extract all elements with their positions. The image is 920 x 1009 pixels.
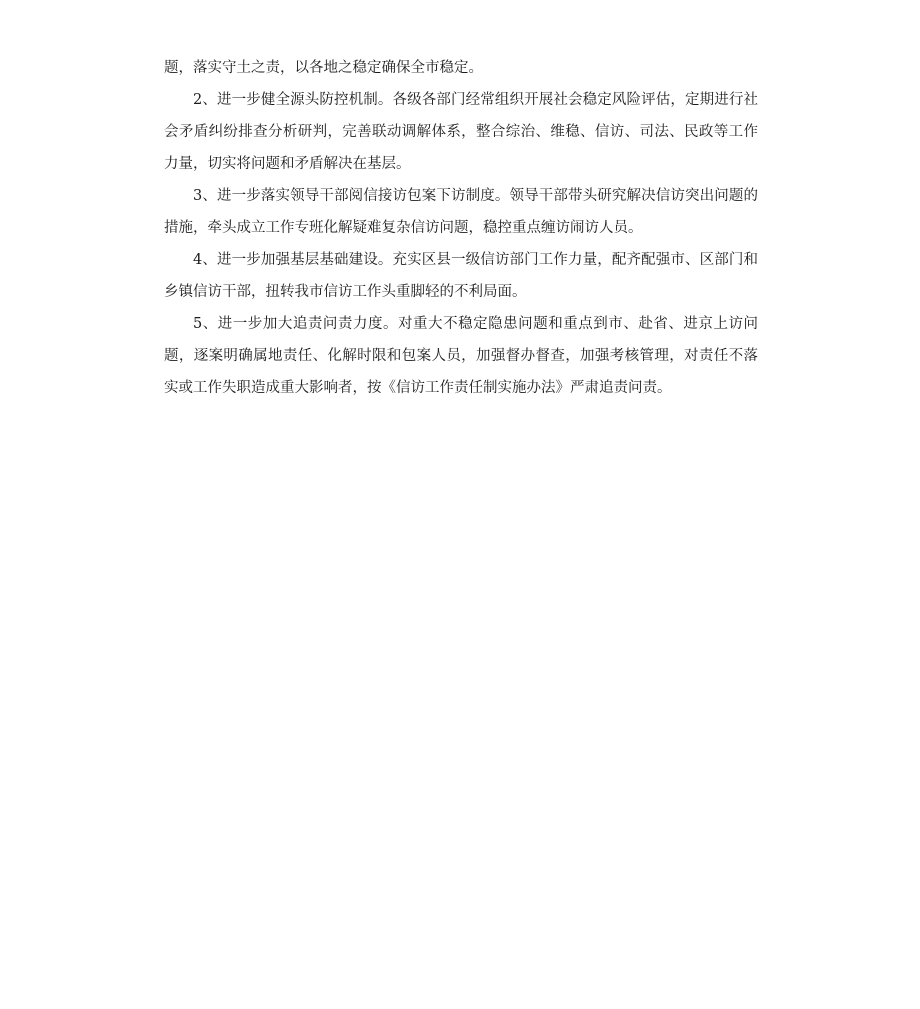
- paragraph-item-2: 2、进一步健全源头防控机制。各级各部门经常组织开展社会稳定风险评估，定期进行社会矛盾纠纷排查分析研判，完善联动调解体系，整合综治、维稳、信访、司法、民政等工作力量，切实将问题和矛盾解决在基层。: [164, 92, 758, 172]
- paragraph-continuation: 题，落实守土之责，以各地之稳定确保全市稳定。: [164, 60, 483, 76]
- paragraph-item-3: 3、进一步落实领导干部阅信接访包案下访制度。领导干部带头研究解决信访突出问题的措施，牵头成立工作专班化解疑难复杂信访问题，稳控重点缠访闹访人员。: [164, 188, 758, 236]
- document-body: [164, 52, 758, 404]
- paragraph-item-5: 5、进一步加大追责问责力度。对重大不稳定隐患问题和重点到市、赴省、进京上访问题，逐案明确属地责任、化解时限和包案人员，加强督办督查，加强考核管理，对责任不落实或工作失职造成重大影响者，按《信访工作责任制实施办法》严肃追责问责。: [164, 316, 758, 396]
- paragraph-item-4: 4、进一步加强基层基础建设。充实区县一级信访部门工作力量，配齐配强市、区部门和乡镇信访干部，扭转我市信访工作头重脚轻的不利局面。: [164, 252, 758, 300]
